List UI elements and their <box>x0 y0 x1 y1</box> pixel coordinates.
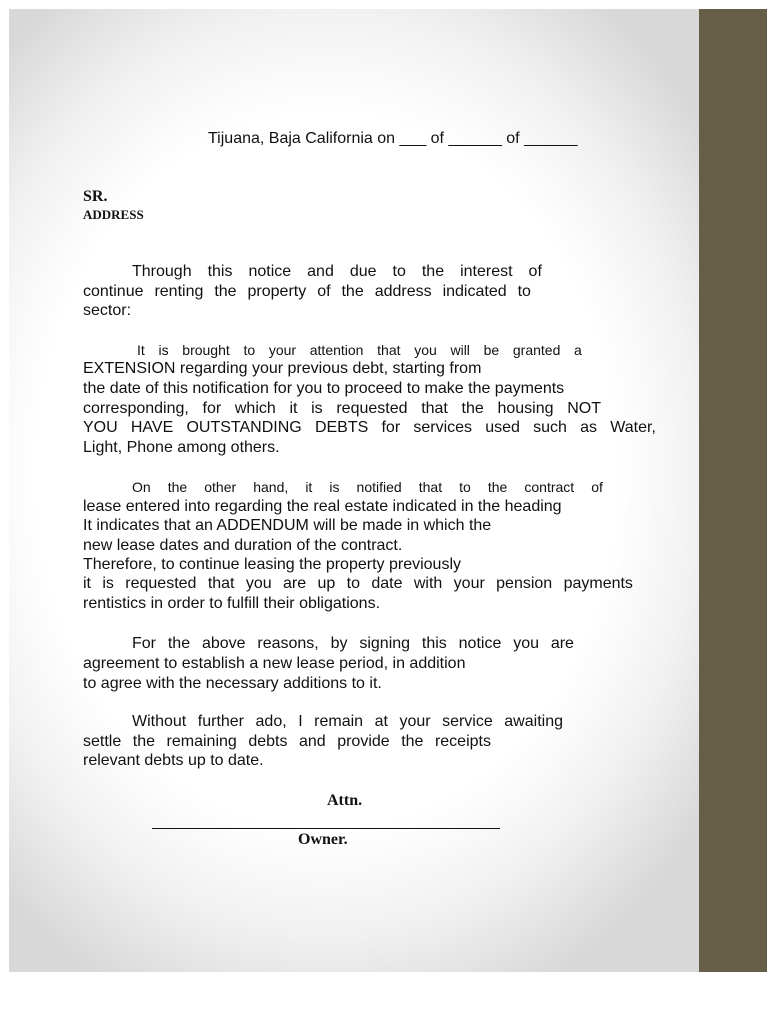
paragraph-3-line-2: lease entered into regarding the real estate indicated in the heading <box>83 498 562 515</box>
paragraph-2-line-4: corresponding, for which it is requested that the housing NOT <box>83 400 601 417</box>
paragraph-5-line-3: relevant debts up to date. <box>83 752 264 769</box>
paragraph-3-line-4: new lease dates and duration of the contract. <box>83 537 403 554</box>
address-label: ADDRESS <box>83 207 144 222</box>
paragraph-1-line-2: continue renting the property of the address indicated to <box>83 283 531 300</box>
paragraph-2-line-5: YOU HAVE OUTSTANDING DEBTS for services used such as Water, <box>83 419 656 436</box>
paragraph-1-line-3: sector: <box>83 302 132 319</box>
signature-line <box>152 828 500 829</box>
paragraph-2-line-2: EXTENSION regarding your previous debt, starting from <box>83 360 482 377</box>
decorative-sidebar <box>699 9 767 972</box>
paragraph-3-line-1: On the other hand, it is notified that to the contract of <box>132 479 603 495</box>
paragraph-3-line-5: Therefore, to continue leasing the property previously <box>83 556 461 573</box>
paragraph-3-line-6: it is requested that you are up to date with your pension payments <box>83 575 633 592</box>
paragraph-2-line-3: the date of this notification for you to proceed to make the payments <box>83 380 565 397</box>
attn-label: Attn. <box>327 792 363 809</box>
paragraph-3-line-7: rentistics in order to fulfill their obligations. <box>83 595 381 612</box>
paragraph-4-line-3: to agree with the necessary additions to it. <box>83 675 382 692</box>
paragraph-5-line-2: settle the remaining debts and provide the receipts <box>83 733 491 750</box>
paragraph-5-line-1: Without further ado, I remain at your service awaiting <box>132 713 563 730</box>
paragraph-2-line-1: It is brought to your attention that you will be granted a <box>137 342 582 358</box>
paragraph-2-line-6: Light, Phone among others. <box>83 439 280 456</box>
paragraph-1-line-1: Through this notice and due to the interest of <box>132 263 542 280</box>
salutation: SR. <box>83 188 108 205</box>
paragraph-4-line-1: For the above reasons, by signing this notice you are <box>132 635 574 652</box>
owner-label: Owner. <box>298 831 348 848</box>
heading-date: Tijuana, Baja California on ___ of ______ of ______ <box>208 130 578 147</box>
paragraph-4-line-2: agreement to establish a new lease period, in addition <box>83 655 466 672</box>
paragraph-3-line-3: It indicates that an ADDENDUM will be made in which the <box>83 517 492 534</box>
